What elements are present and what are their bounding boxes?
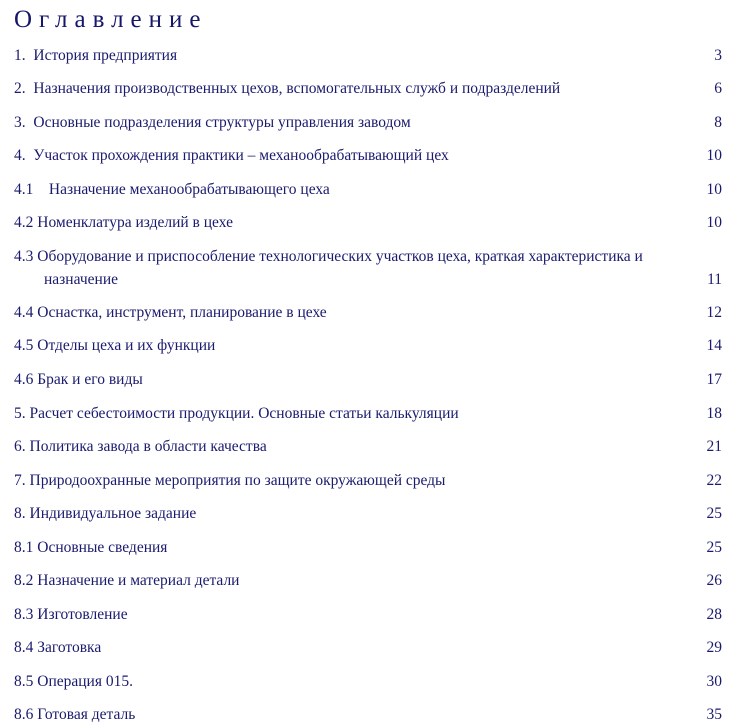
toc-entry-label bbox=[14, 402, 463, 426]
toc-entry-number: 8.6 bbox=[14, 706, 34, 724]
toc-entry-number: 2. bbox=[14, 80, 26, 98]
toc-entry-number: 8.3 bbox=[14, 605, 34, 623]
toc-entry-number: 4.5 bbox=[14, 337, 34, 355]
toc-entry-page: 17 bbox=[706, 370, 722, 388]
toc-entry-text: Назначение механообрабатывающего цеха bbox=[48, 180, 330, 198]
toc-entry-8-5[interactable] bbox=[14, 670, 722, 694]
toc-entry-page: 8 bbox=[714, 113, 722, 131]
toc-entry-text: Назначения производственных цехов, вспомогательных служб и подразделений bbox=[33, 80, 561, 98]
toc-entry-number: 7. bbox=[14, 471, 26, 489]
toc-entry-label bbox=[14, 603, 132, 627]
toc-entry-page: 11 bbox=[707, 271, 722, 289]
toc-entry-text: Основные подразделения структуры управления заводом bbox=[33, 113, 411, 131]
toc-entry-8-6[interactable] bbox=[14, 703, 722, 727]
toc-entry-number: 8.2 bbox=[14, 572, 34, 590]
toc-entry-text: Операция 015. bbox=[37, 672, 133, 690]
toc-entry-number: 1. bbox=[14, 46, 26, 64]
toc-entry-label bbox=[14, 368, 147, 392]
toc-entry-number: 8.5 bbox=[14, 672, 34, 690]
toc-entry-text: Оснастка, инструмент, планирование в цехе bbox=[37, 303, 327, 321]
toc-entry-text: Изготовление bbox=[37, 605, 128, 623]
toc-entry-text: Заготовка bbox=[37, 639, 102, 657]
toc-entry-text: История предприятия bbox=[33, 46, 178, 64]
toc-entry-2[interactable] bbox=[14, 77, 722, 101]
toc-entry-page: 10 bbox=[706, 180, 722, 198]
document-page bbox=[0, 6, 744, 724]
toc-entry-label bbox=[14, 245, 722, 269]
toc-entry-text: Готовая деталь bbox=[37, 706, 136, 724]
toc-entry-page: 6 bbox=[714, 80, 722, 98]
toc-entry-text: Брак и его виды bbox=[37, 370, 143, 388]
toc-entry-label bbox=[14, 569, 243, 593]
toc-entry-label bbox=[14, 111, 415, 135]
toc-entry-4[interactable] bbox=[14, 144, 722, 168]
toc-entry-label bbox=[14, 178, 334, 202]
toc-entry-page: 26 bbox=[706, 572, 722, 590]
toc-entry-text: Основные сведения bbox=[37, 538, 168, 556]
toc-entry-text: Индивидуальное задание bbox=[29, 505, 197, 523]
toc-entry-label bbox=[14, 502, 200, 526]
toc-entry-number: 4.6 bbox=[14, 370, 34, 388]
toc-entry-number: 4.4 bbox=[14, 303, 34, 321]
toc-entry-label bbox=[14, 144, 453, 168]
toc-entry-4-1[interactable] bbox=[14, 178, 722, 202]
toc-entry-page: 3 bbox=[714, 46, 722, 64]
toc-entry-4-5[interactable] bbox=[14, 334, 722, 358]
toc-entry-text: Участок прохождения практики – механообрабатывающий цех bbox=[33, 147, 449, 165]
toc-entry-label bbox=[14, 703, 139, 727]
toc-entry-text: Номенклатура изделий в цехе bbox=[37, 214, 233, 232]
toc-entry-number: 4.2 bbox=[14, 214, 34, 232]
toc-entry-4-6[interactable] bbox=[14, 368, 722, 392]
toc-entry-4-3[interactable] bbox=[14, 245, 722, 292]
toc-entry-8-1[interactable] bbox=[14, 536, 722, 560]
toc-entry-label bbox=[14, 469, 449, 493]
toc-entry-text-continued: назначение bbox=[44, 271, 118, 289]
toc-entry-page: 30 bbox=[706, 672, 722, 690]
toc-entry-text: Оборудование и приспособление технологических участков цеха, краткая характеристика и bbox=[37, 247, 643, 265]
toc-entry-8-3[interactable] bbox=[14, 603, 722, 627]
toc-entry-8[interactable] bbox=[14, 502, 722, 526]
toc-entry-page: 10 bbox=[706, 214, 722, 232]
toc-entry-label bbox=[14, 44, 181, 68]
toc-entry-page: 35 bbox=[706, 706, 722, 724]
toc-entry-label bbox=[14, 77, 564, 101]
toc-entry-number: 4. bbox=[14, 147, 26, 165]
toc-entry-page: 29 bbox=[706, 639, 722, 657]
toc-entry-label bbox=[14, 334, 219, 358]
toc-entry-page: 25 bbox=[706, 505, 722, 523]
toc-entry-6[interactable] bbox=[14, 435, 722, 459]
toc-entry-page: 21 bbox=[706, 438, 722, 456]
toc-entry-3[interactable] bbox=[14, 111, 722, 135]
toc-entry-label bbox=[14, 211, 237, 235]
toc-entry-text: Природоохранные мероприятия по защите окружающей среды bbox=[29, 471, 446, 489]
toc-entry-number: 3. bbox=[14, 113, 26, 131]
page-title: Оглавление bbox=[14, 6, 208, 33]
toc-entry-page: 28 bbox=[706, 605, 722, 623]
toc-entry-4-4[interactable] bbox=[14, 301, 722, 325]
toc-entry-text: Политика завода в области качества bbox=[29, 438, 267, 456]
toc-entry-4-2[interactable] bbox=[14, 211, 722, 235]
toc-entry-number: 8.1 bbox=[14, 538, 34, 556]
toc-entry-text: Отделы цеха и их функции bbox=[37, 337, 216, 355]
toc-entry-label bbox=[14, 301, 331, 325]
toc-entry-5[interactable] bbox=[14, 402, 722, 426]
toc-entry-number: 4.3 bbox=[14, 247, 34, 265]
toc-entry-label bbox=[14, 670, 137, 694]
toc-entry-number: 6. bbox=[14, 438, 26, 456]
table-of-contents bbox=[0, 44, 744, 727]
toc-entry-text: Назначение и материал детали bbox=[37, 572, 240, 590]
toc-entry-number: 4.1 bbox=[14, 180, 34, 198]
toc-entry-page: 10 bbox=[706, 147, 722, 165]
toc-entry-page: 22 bbox=[706, 471, 722, 489]
toc-entry-page: 14 bbox=[706, 337, 722, 355]
toc-entry-label bbox=[14, 435, 271, 459]
toc-entry-number: 8.4 bbox=[14, 639, 34, 657]
toc-entry-number: 5. bbox=[14, 404, 26, 422]
toc-entry-8-4[interactable] bbox=[14, 636, 722, 660]
toc-entry-number: 8. bbox=[14, 505, 26, 523]
toc-entry-text: Расчет себестоимости продукции. Основные статьи калькуляции bbox=[29, 404, 459, 422]
toc-entry-8-2[interactable] bbox=[14, 569, 722, 593]
toc-entry-page: 12 bbox=[706, 303, 722, 321]
toc-entry-page: 18 bbox=[706, 404, 722, 422]
toc-entry-7[interactable] bbox=[14, 469, 722, 493]
toc-entry-second-line bbox=[14, 268, 722, 292]
toc-entry-label bbox=[14, 636, 105, 660]
toc-entry-1[interactable] bbox=[14, 44, 722, 68]
toc-entry-page: 25 bbox=[706, 538, 722, 556]
toc-entry-label bbox=[14, 536, 171, 560]
